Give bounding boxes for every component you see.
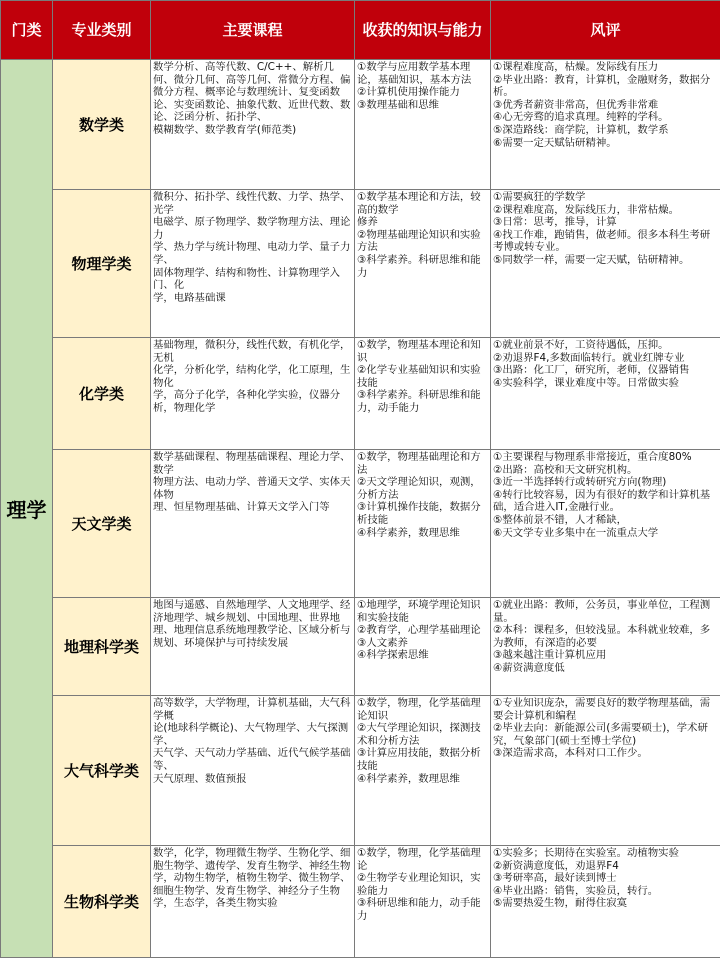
skills-cell: ①数学基本理论和方法，较高的数学 修养 ②物理基础理论知识和实验方法 ③科学素养。科研思维和能力	[355, 190, 491, 338]
major-name: 地理科学类	[53, 598, 151, 696]
review-cell: ①就业出路：教师，公务员，事业单位，工程测量。 ②本科：课程多，但较浅显。本科就业较难，多为教师，有深造的必要 ③越来越注重计算机应用 ④薪资满意度低	[491, 598, 720, 696]
review-cell: ①专业知识庞杂，需要良好的数学物理基础，需 要会计算机和编程 ②毕业去向：新能源公司(多需要硕士)，学术研究，气象部门(硕士至博士学位) ③深造需求高，本科对口工作少。	[491, 696, 720, 846]
skills-cell: ①数学，物理基本理论和知识 ②化学专业基础知识和实验技能 ③科学素养。科研思维和能力，动手能力	[355, 338, 491, 450]
courses-cell: 数学基础课程、物理基础课程、理论力学、数学 物理方法、电动力学、普通天文学、实体天体物 理、恒星物理基础、计算天文学入门等	[151, 450, 355, 598]
courses-cell: 数学分析、高等代数、C/C++、解析几何、微分几何、高等几何、常微分方程、偏微分方程、概率论与数理统计、复变函数论、实变函数论、抽象代数、近世代数、数论、泛函分析、拓扑学、 模糊数学、数学教育学(师范类)	[151, 60, 355, 190]
table-row	[1, 696, 720, 846]
review-cell: ①课程难度高，枯燥。发际线有压力 ②毕业出路：教育，计算机，金融财务，数据分析。 ③优秀者薪资非常高，但优秀非常难 ④心无旁骛的追求真理。纯粹的学科。 ⑤深造路线：商学院，计算机，数学系 ⑥需要一定天赋钻研精神。	[491, 60, 720, 190]
review-cell: ①主要课程与物理系非常接近，重合度80% ②出路：高校和天文研究机构。 ③近一半选择转行或转研究方向(物理) ④转行比较容易，因为有很好的数学和计算机基 础，适合进入IT,金融行业。 ⑤整体前景不错，人才稀缺， ⑥天文学专业多集中在一流重点大学	[491, 450, 720, 598]
table-row	[1, 190, 720, 338]
review-cell: ①实验多；长期待在实验室。动植物实验 ②新资满意度低，劝退界F4 ③考研率高，最好读到博士 ④毕业出路：销售，实验员，转行。 ⑤需要热爱生物，耐得住寂寞	[491, 846, 720, 958]
header-review: 风评	[491, 1, 720, 60]
courses-cell: 数学，化学，物理微生物学、生物化学、细胞生物学、遗传学、发育生物学、神经生物学，动物生物学，植物生物学、微生物学、细胞生物学、发育生物学、神经分子生物学，生态学，各类生物实验	[151, 846, 355, 958]
major-name: 物理学类	[53, 190, 151, 338]
table-row	[1, 338, 720, 450]
skills-cell: ①数学与应用数学基本理论，基础知识，基本方法 ②计算机使用操作能力 ③数理基础和思维	[355, 60, 491, 190]
header-row	[1, 1, 720, 60]
skills-cell: ①数学，物理，化学基础理论知识 ②大气学理论知识，探测技术和分析方法 ③计算应用技能，数据分析技能 ④科学素养，数理思维	[355, 696, 491, 846]
major-name: 生物科学类	[53, 846, 151, 958]
header-category: 门类	[1, 1, 53, 60]
major-name: 化学类	[53, 338, 151, 450]
major-name: 天文学类	[53, 450, 151, 598]
table-row	[1, 598, 720, 696]
courses-cell: 基础物理，微积分，线性代数，有机化学，无机 化学，分析化学，结构化学，化工原理，生物化 学，高分子化学，各种化学实验，仪器分析，物理化学	[151, 338, 355, 450]
table-row	[1, 60, 720, 190]
review-cell: ①需要疯狂的学数学 ②课程难度高，发际线压力，非常枯燥。 ③日常：思考，推导，计算 ④找工作难，跑销售，做老师。很多本科生考研 考博或转专业。 ⑤同数学一样，需要一定天赋，钻研精神。	[491, 190, 720, 338]
skills-cell: ①数学，物理，化学基础理论 ②生物学专业理论知识，实验能力 ③科研思维和能力，动手能力	[355, 846, 491, 958]
major-name: 大气科学类	[53, 696, 151, 846]
skills-cell: ①数学，物理基础理论和方法 ②天文学理论知识，观测，分析方法 ③计算机操作技能，数据分析技能 ④科学素养，数理思维	[355, 450, 491, 598]
table-row	[1, 450, 720, 598]
courses-cell: 地图与遥感、自然地理学、人文地理学、经济地理学、城乡规划、中国地理、世界地理、地理信息系统地理教学论、区域分析与规划、环境保护与可持续发展	[151, 598, 355, 696]
major-name: 数学类	[53, 60, 151, 190]
courses-cell: 高等数学，大学物理，计算机基础，大气科学概 论(地球科学概论)、大气物理学、大气探测学、 天气学、天气动力学基础、近代气候学基础等、 天气原理、数值预报	[151, 696, 355, 846]
table-row	[1, 846, 720, 958]
courses-cell: 微积分、拓扑学、线性代数、力学、热学、光学 电磁学、原子物理学、数学物理方法、理论力 学、热力学与统计物理、电动力学、量子力学、 固体物理学、结构和物性、计算物理学入门、化 学，电路基础课	[151, 190, 355, 338]
skills-cell: ①地理学，环境学理论知识和实验技能 ②教育学，心理学基础理论 ③人文素养 ④科学探索思维	[355, 598, 491, 696]
review-cell: ①就业前景不好，工资待遇低，压抑。 ②劝退界F4,多数面临转行。就业红牌专业 ③出路：化工厂，研究所，老师，仪器销售 ④实验科学，课业难度中等。日常做实验	[491, 338, 720, 450]
category-cell: 理学	[1, 60, 53, 958]
header-major: 专业类别	[53, 1, 151, 60]
header-courses: 主要课程	[151, 1, 355, 60]
header-skills: 收获的知识与能力	[355, 1, 491, 60]
